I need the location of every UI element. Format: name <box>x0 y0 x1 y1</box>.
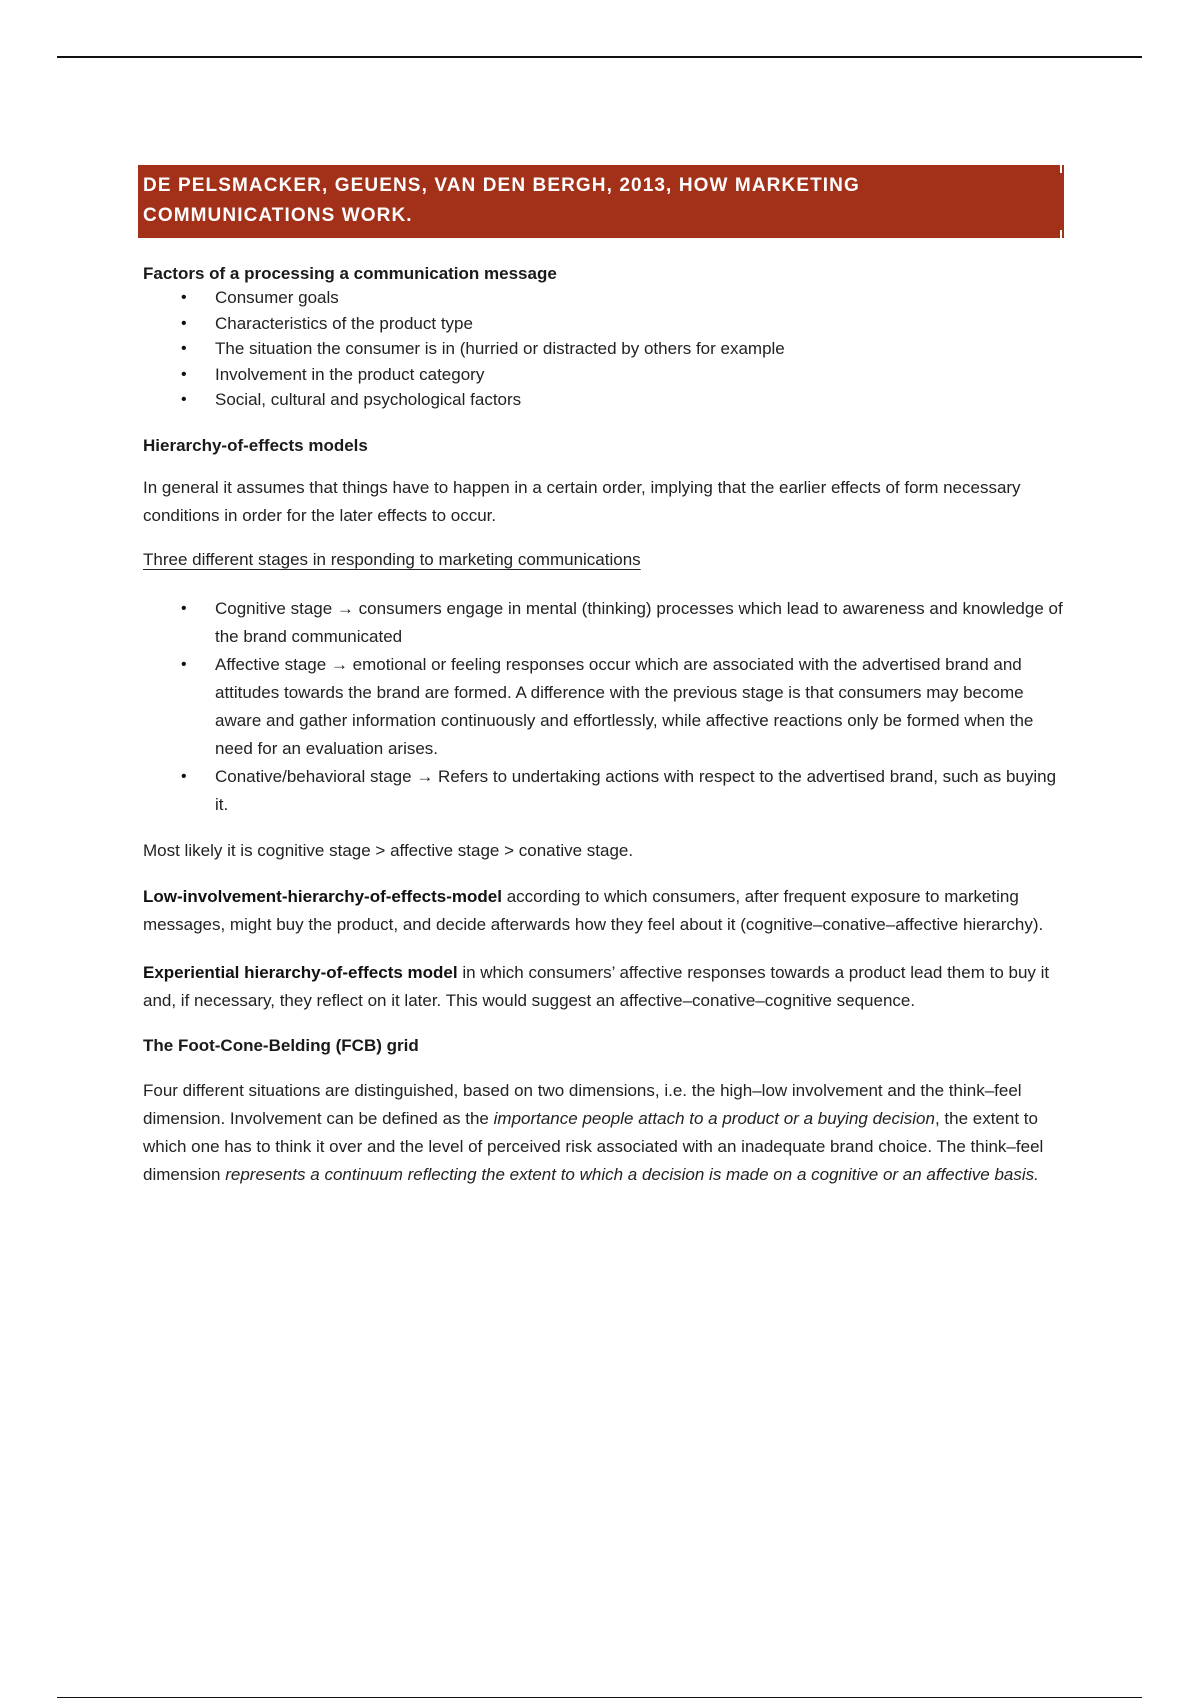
document-body <box>143 165 1063 1189</box>
stage-name: Cognitive stage <box>215 598 333 618</box>
fcb-italic-1: importance people attach to a product or a buying decision <box>493 1108 935 1128</box>
arrow-icon: → <box>336 598 354 618</box>
fcb-italic-2: represents a continuum reflecting the extent to which a decision is made on a cognitive or an affective basis. <box>225 1164 1039 1184</box>
list-item: • Involvement in the product category <box>143 362 1063 388</box>
stage-description: Refers to undertaking actions with respect to the advertised brand, such as buying it. <box>215 766 1057 814</box>
top-rule <box>57 56 1142 58</box>
stage-order-text: Most likely it is cognitive stage > affective stage > conative stage. <box>143 840 634 860</box>
fcb-text-2: , the extent to which one has to think it over and the level of perceived risk associated with an inadequate brand choice. The think–feel dimension <box>143 1108 1044 1184</box>
factors-heading: Factors of a processing a communication message <box>143 264 557 283</box>
stages-list <box>143 595 1063 819</box>
stage-description: emotional or feeling responses occur which are associated with the advertised brand and attitudes towards the brand are formed. A difference with the previous stage is that consumers may become aware and gather information continuously and effortlessly, while affective reactions only be formed when the need for an evaluation arises. <box>215 654 1034 758</box>
arrow-icon: → <box>416 766 434 786</box>
stage-name: Affective stage <box>215 654 327 674</box>
stages-heading-text: Three different stages in responding to marketing communications <box>143 549 641 569</box>
fcb-heading: The Foot-Cone-Belding (FCB) grid <box>143 1035 419 1055</box>
list-item: • The situation the consumer is in (hurried or distracted by others for example <box>143 336 1063 362</box>
low-involvement-term: Low-involvement-hierarchy-of-effects-model <box>143 886 502 906</box>
experiential-term: Experiential hierarchy-of-effects model <box>143 962 458 982</box>
list-item <box>143 763 1063 819</box>
experiential-text: in which consumers’ affective responses towards a product lead them to buy it and, if necessary, they reflect on it later. This would suggest an affective–conative–cognitive sequence. <box>143 962 1050 1010</box>
factors-list <box>143 285 1063 413</box>
list-item <box>143 595 1063 651</box>
list-item: • Characteristics of the product type <box>143 311 1063 337</box>
hierarchy-heading: Hierarchy-of-effects models <box>143 435 368 455</box>
list-item: • Consumer goals <box>143 285 1063 311</box>
low-involvement-paragraph <box>143 883 1063 939</box>
stage-description: consumers engage in mental (thinking) processes which lead to awareness and knowledge of the brand communicated <box>215 598 1063 646</box>
low-involvement-text: according to which consumers, after frequent exposure to marketing messages, might buy the product, and decide afterwards how they feel about it (cognitive–conative–affective hierarchy). <box>143 886 1044 934</box>
fcb-paragraph <box>143 1077 1063 1189</box>
experiential-paragraph <box>143 959 1063 1015</box>
stages-heading <box>143 546 1063 574</box>
list-item: • Social, cultural and psychological factors <box>143 387 1063 413</box>
bottom-rule <box>57 1697 1142 1698</box>
list-item <box>143 651 1063 763</box>
stage-name: Conative/behavioral stage <box>215 766 412 786</box>
title-line-1: DE PELSMACKER, GEUENS, VAN DEN BERGH, 2013, HOW MARKETING <box>143 175 860 196</box>
arrow-icon: → <box>330 654 348 674</box>
hierarchy-intro: In general it assumes that things have to happen in a certain order, implying that the earlier effects of form necessary conditions in order for the later effects to occur. <box>143 477 1021 525</box>
fcb-text-1: Four different situations are distinguished, based on two dimensions, i.e. the high–low involvement and the think–feel dimension. Involvement can be defined as the <box>143 1080 1022 1128</box>
title-line-2: COMMUNICATIONS WORK. <box>143 205 413 226</box>
